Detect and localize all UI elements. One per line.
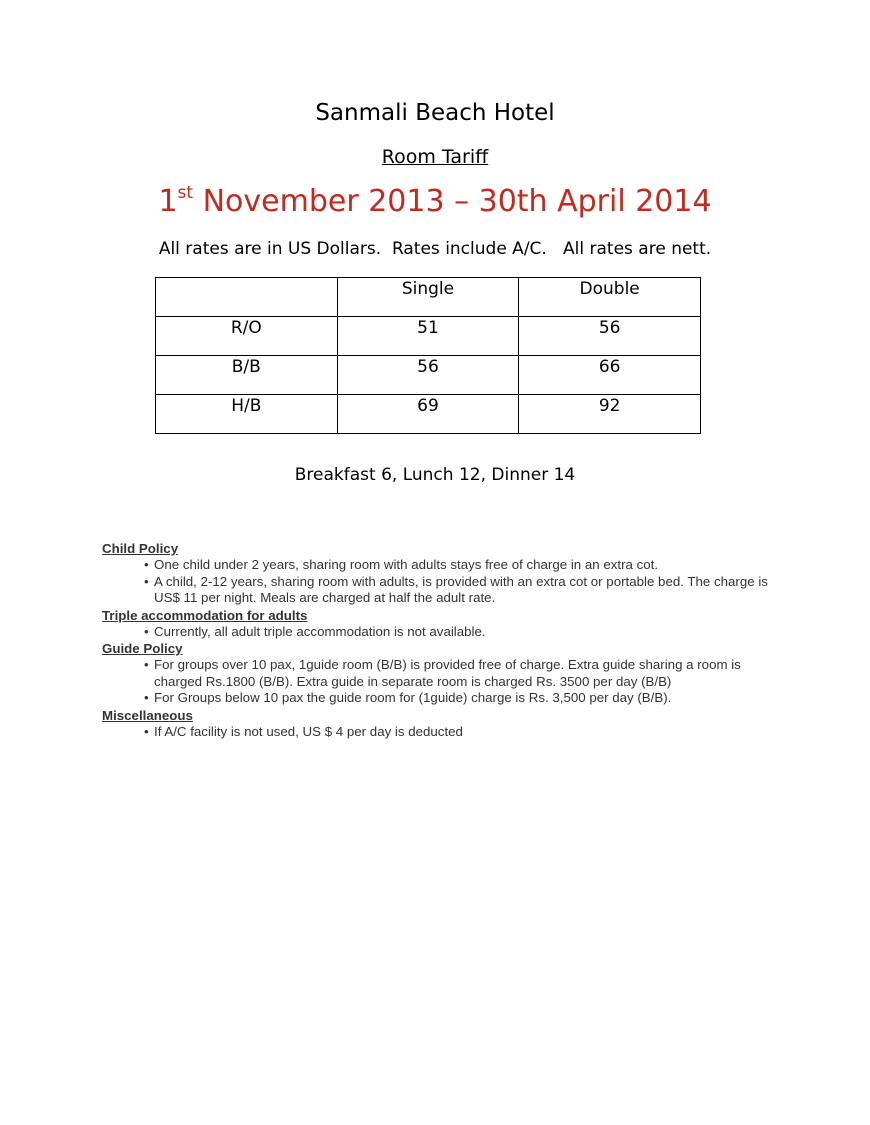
list-item	[102, 557, 782, 574]
tariff-table	[155, 277, 701, 434]
list-item	[102, 690, 782, 707]
list-item-text: Currently, all adult triple accommodation is not available.	[154, 623, 486, 639]
single-rate-cell: 51	[337, 317, 519, 356]
list-item-text: If A/C facility is not used, US $ 4 per day is deducted	[154, 723, 463, 739]
plan-cell: B/B	[156, 356, 338, 395]
policies-section	[102, 540, 782, 740]
rates-note: All rates are in US Dollars. Rates include A/C. All rates are nett.	[158, 239, 712, 259]
table-row	[156, 356, 701, 395]
table-row	[156, 395, 701, 434]
plan-cell: R/O	[156, 317, 338, 356]
bullet-icon: •	[144, 690, 149, 705]
period-start-day: 1	[158, 184, 178, 219]
list-item	[102, 657, 782, 690]
list-item-text: A child, 2-12 years, sharing room with adults, is provided with an extra cot or portable bed. The charge is US$ 11 per night. Meals are charged at half the adult rate.	[154, 573, 768, 605]
period-start-suffix: st	[177, 183, 194, 203]
list-item-text: For Groups below 10 pax the guide room for (1guide) charge is Rs. 3,500 per day (B/B).	[154, 690, 672, 705]
plan-cell: H/B	[156, 395, 338, 434]
list-item-text: For groups over 10 pax, 1guide room (B/B) is provided free of charge. Extra guide sharing a room is charged Rs.1800 (B/B). Extra guide in separate room is charged Rs. 3500 per day (B/B)	[154, 657, 741, 689]
bullet-icon: •	[144, 623, 149, 639]
tariff-subtitle: Room Tariff	[381, 146, 489, 168]
double-rate-cell: 56	[519, 317, 701, 356]
hotel-name: Sanmali Beach Hotel	[315, 100, 555, 126]
period-range-text: November 2013 – 30th April 2014	[193, 184, 712, 219]
single-rate-cell: 56	[337, 356, 519, 395]
list-item	[102, 624, 782, 641]
double-rate-cell: 66	[519, 356, 701, 395]
bullet-icon: •	[144, 573, 149, 589]
table-row	[156, 317, 701, 356]
bullet-icon: •	[144, 657, 149, 672]
section-title-miscellaneous: Miscellaneous	[102, 707, 193, 723]
table-header-cell	[156, 278, 338, 317]
list-item	[102, 724, 782, 741]
bullet-icon: •	[144, 557, 149, 572]
table-header-row	[156, 278, 701, 317]
double-rate-cell: 92	[519, 395, 701, 434]
section-title-child-policy: Child Policy	[102, 541, 179, 556]
list-item-text: One child under 2 years, sharing room with adults stays free of charge in an extra cot.	[154, 557, 659, 572]
section-title-triple-accommodation: Triple accommodation for adults	[102, 607, 308, 623]
single-rate-cell: 69	[337, 395, 519, 434]
meal-prices: Breakfast 6, Lunch 12, Dinner 14	[294, 465, 576, 485]
tariff-period	[0, 184, 870, 219]
section-title-guide-policy: Guide Policy	[102, 641, 183, 656]
bullet-icon: •	[144, 723, 149, 739]
table-header-cell: Single	[337, 278, 519, 317]
table-header-cell: Double	[519, 278, 701, 317]
list-item	[102, 574, 782, 607]
